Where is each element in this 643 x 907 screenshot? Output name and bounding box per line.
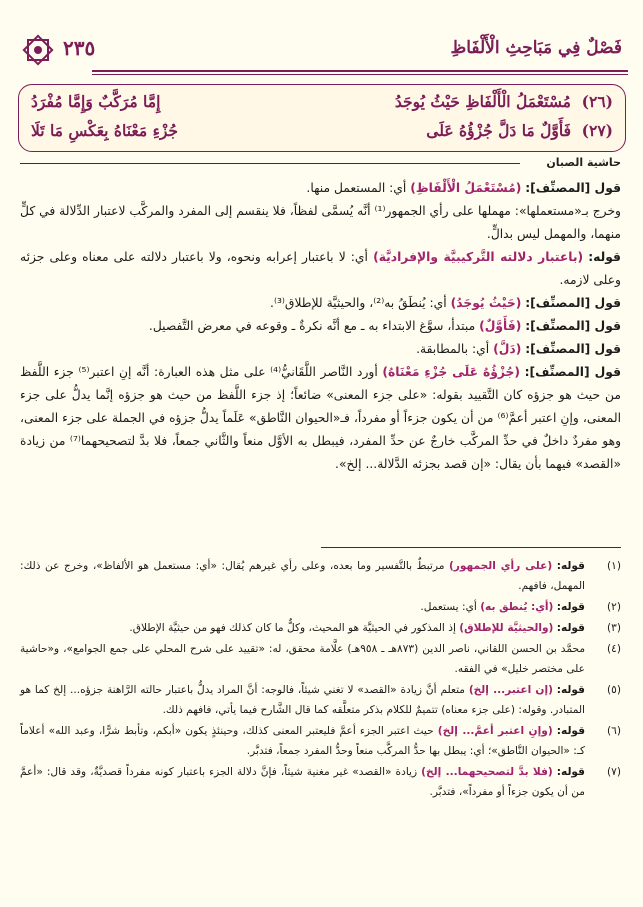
- matn-quote: (جُزْؤُهُ عَلَى جُزْءِ مَعْنَاهُ): [382, 365, 520, 379]
- footnotes: [20, 556, 621, 803]
- header-rule: [92, 70, 628, 72]
- ornament-star-icon: [20, 32, 56, 68]
- commentary-paragraph: قول [المصنِّف]: (جُزْؤُهُ عَلَى جُزْءِ مَعْنَاهُ) أورد النَّاصر اللَّقَانيُّ⁽⁴⁾ على مثل هذه العبارة: أنَّه إنِ اعتبر⁽⁵⁾ جزء اللَّفظ من حيث هو جزؤه كان التَّقييد بقوله: «على جزء المعنى» ضائعاً؛ إذ جزء اللَّفظ من حيث هو جزؤه إنَّما يدلُّ على جزء المعنى، وإنِ اعتبر أعمَّ⁽⁶⁾ من أن يكون جزءاً أو مفرداً، فـ«الحيوان النَّاطق» عَلَماً يدلُّ جزؤه في الجملة على جزء المعنى، وهو مفردٌ داخلٌ في حدِّ المركَّب خارجٌ عن حدِّ المفرد، فيبطل به الأوَّل منعاً والثَّاني جمعاً، فلا بدَّ لتصحيحهما⁽⁷⁾ من زيادة «القصد» فيهما بأن يقال: «إن قصد بجزئه الدَّلالة... إلخ».: [20, 365, 622, 471]
- footnote: (٢) قوله: (أي: يُنطق به) أي: يستعمل.: [420, 601, 621, 613]
- footnote-rule: [321, 547, 621, 548]
- matn-quote: (فَأَوَّلٌ): [479, 319, 522, 333]
- footnote: (٧) قوله: (فلا بدَّ لتصحيحهما... إلخ) زيادة «القصد» غير مغنية شيئاً، فإنَّ دلالة الجزء باعتبار كونه مفرداً قصديَّةٌ، وقد قال: «أعمَّ من أن يكون جزءاً أو مفرداً»، فتدبَّر.: [20, 766, 621, 798]
- page-number: ٢٣٥: [63, 36, 96, 60]
- verse-line: [31, 89, 613, 119]
- matn-quote: (حَيْثُ يُوجَدُ): [450, 296, 522, 310]
- verse-hemistich-left: إِمَّا مُرَكَّبٌ وَإِمَّا مُفْرَدُ: [31, 92, 161, 111]
- commentary-paragraph: قوله: (باعتبار دلالته التَّركيبيَّة والإفراديَّة) أي: لا باعتبار إعرابه ونحوه، ولا باعتبار دلالته على معناه وعلى جزئه وعلى لازمه.: [20, 250, 621, 287]
- verse-hemistich-right: فَأَوَّلٌ مَا دَلَّ جُزْؤُهُ عَلَى: [426, 121, 571, 140]
- verse-number: (٢٧): [581, 121, 613, 140]
- commentary-paragraph: قول [المصنِّف]: (مُسْتَعْمَلُ الْأَلْفَاظِ) أي: المستعمل منها.: [306, 181, 621, 195]
- section-label: حاشية الصبان: [546, 156, 621, 169]
- commentary-paragraph: وخرج بـ«مستعملها»: مهملها على رأي الجمهور⁽¹⁾ أنَّه يُسمَّى لفظاً، فلا ينقسم إلى المفرد والمركَّب لاعتبار الدِّلالة في كلٍّ منهما، والمهمل ليس بدالٍّ.: [20, 204, 621, 241]
- verse-number: (٢٦): [581, 92, 613, 111]
- footnote: (٦) قوله: (وإنِ اعتبر أعمَّ... إلخ) حيث اعتبر الجزء أعمَّ فليعتبر المعنى كذلك، وحينئذٍ يكون «أبكم، وتأبط شرًّا، وعبد الله» أعلاماً كـ: «الحيوان النَّاطق»؛ أي: يبطل بها حدُّ المركَّب منعاً وحدُّ المفرد جمعاً، فتدبَّر.: [20, 725, 621, 757]
- matn-quote: (مُسْتَعْمَلُ الْأَلْفَاظِ): [410, 181, 522, 195]
- verse-hemistich-right: مُسْتَعْمَلُ الْأَلْفَاظِ حَيْثُ يُوجَدُ: [394, 92, 571, 111]
- footnote: (٣) قوله: (والحيثيَّة للإطلاق) إذ المذكور في الحيثيَّة هو المحيث، وكلٌّ ما كان كذلك فهو من حيثيَّة الإطلاق.: [129, 622, 621, 634]
- verse-box: [18, 84, 626, 152]
- footnote: (٤) محمَّد بن الحسن اللقاني، ناصر الدين (٨٧٣هـ ـ ٩٥٨هـ) علَّامة محقق، له: «تقييد على شرح المحلي على جمع الجوامع»، و«حاشية على مختصر خليل» في الفقه.: [20, 643, 621, 675]
- footnote: (٥) قوله: (إن اعتبر... إلخ) متعلم أنَّ زيادة «القصد» لا تغني شيئاً، فالوجه: أنَّ المراد يدلُّ باعتبار حالته الرَّاهنة جزؤه... إلخ كما هو المتبادر. وقوله: (على جزء معناه) تتميمٌ للكلام بذكر متعلَّقه كما قال الشَّارح فيما يأتي، فافهم ذلك.: [20, 684, 621, 716]
- page-header: [16, 34, 628, 74]
- matn-quote: (دَلَّ): [493, 342, 522, 356]
- commentary-paragraph: قول [المصنِّف]: (حَيْثُ يُوجَدُ) أي: يُنطَقُ به⁽²⁾، والحيثيَّة للإطلاق⁽³⁾.: [270, 296, 621, 310]
- commentary-paragraph: قول [المصنِّف]: (دَلَّ) أي: بالمطابقة.: [416, 342, 621, 356]
- commentary-body: [20, 177, 621, 476]
- verse-line: [31, 118, 613, 148]
- verse-hemistich-left: جُزْءِ مَعْنَاهُ بِعَكْسِ مَا تَلَا: [31, 121, 179, 140]
- header-rule-thin: [92, 74, 628, 75]
- footnote: (١) قوله: (على رأي الجمهور) مرتبطٌ بالتَّفسير وما بعده، وعلى رأي غيرهم يُقال: «أي: مستعمل هو الألفاظ»، وخرج عن ذلك: المهمل، فافهم.: [20, 560, 621, 592]
- matn-quote: (باعتبار دلالته التَّركيبيَّة والإفراديَّة): [373, 250, 584, 264]
- section-rule: [20, 163, 520, 164]
- page-number-badge: [16, 30, 126, 74]
- running-title: فَصْلٌ فِي مَبَاحِثِ الْأَلْفَاظِ: [450, 38, 622, 58]
- commentary-paragraph: قول [المصنِّف]: (فَأَوَّلٌ) مبتدأ، سوَّغ الابتداء به ـ مع أنَّه نكرةٌ ـ وقوعه في معرض التَّفصيل.: [148, 319, 621, 333]
